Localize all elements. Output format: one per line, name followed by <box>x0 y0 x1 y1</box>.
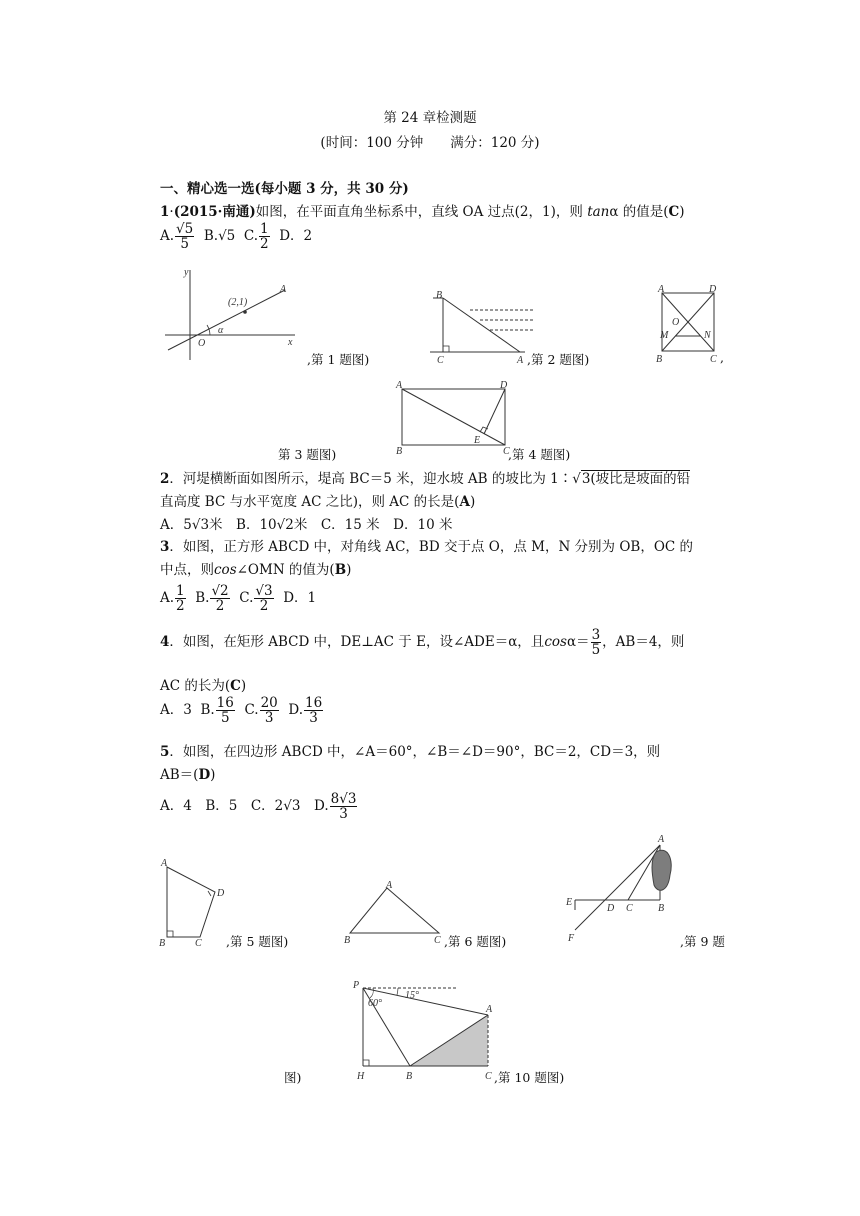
fig6-triangle <box>350 888 439 933</box>
q4-opt-d-den: 3 <box>309 710 318 726</box>
q1-opt-a: A. <box>160 228 175 244</box>
fig4-label-d: D <box>500 380 508 391</box>
q3-opt-a-den: 2 <box>176 598 185 614</box>
fig5-label-b: B <box>159 938 166 949</box>
q4-frac <box>591 628 602 657</box>
fig3-caption-end: 第 3 题图) <box>278 447 337 462</box>
fig5-label-a: A <box>161 858 168 869</box>
q3-opt-c-frac <box>254 584 273 613</box>
q2-sqrt <box>572 471 581 487</box>
q2-answer: A <box>459 494 470 510</box>
fig9-caption: ,第 9 题 <box>680 934 725 949</box>
fig1-label-o: O <box>198 338 206 349</box>
q4-opt-b-den: 5 <box>220 710 230 726</box>
q2-opt-a2: 3米 B．10 <box>200 517 277 533</box>
figure-5 <box>155 855 230 950</box>
q5-opt-c2: 3 D. <box>291 798 329 814</box>
fig6-label-a: A <box>386 880 393 891</box>
q1-source: (2015·南通) <box>173 204 256 220</box>
q5-options <box>160 792 358 821</box>
q4-opt-b-num: 16 <box>216 695 234 711</box>
q3-opt-a-num: 1 <box>176 583 185 599</box>
q4-line1b: α＝ <box>566 634 590 650</box>
fig9-label-f: F <box>568 933 575 944</box>
q4-answer: C <box>230 678 241 694</box>
fig1-line-oa <box>168 290 285 350</box>
fig4-de <box>484 389 505 434</box>
q5-number: 5 <box>160 744 170 760</box>
q1-close: ) <box>679 204 685 220</box>
q1-options <box>160 222 312 251</box>
fig1-label-a: A <box>280 284 287 295</box>
q3-line2b: ∠OMN 的值为( <box>236 562 335 578</box>
fig10-label-p: P <box>353 980 360 991</box>
fig10-label-b: B <box>406 1071 413 1082</box>
q4-frac-num: 3 <box>591 627 601 643</box>
q1-opt-c-num: 1 <box>260 221 269 237</box>
fig3-label-d: D <box>709 284 717 295</box>
fig5-label-c: C <box>195 938 202 949</box>
q4-frac-den: 5 <box>591 642 601 658</box>
q3-opt-a: A. <box>160 590 175 606</box>
fig3-label-m: M <box>660 330 669 341</box>
fig4-label-e: E <box>474 435 481 446</box>
q3-opt-b-num: √2 <box>211 583 229 599</box>
q4-opt-c-den: 3 <box>264 710 274 726</box>
fig4-label-c: C <box>503 446 510 457</box>
q4-opt-c-frac <box>260 696 279 725</box>
q4-number: 4 <box>160 634 170 650</box>
fig3-label-c: C <box>710 354 717 365</box>
q1-opt-a-den: 5 <box>180 236 189 252</box>
fig6-caption: ,第 6 题图) <box>444 934 507 949</box>
figure-3 <box>652 283 727 365</box>
question-4 <box>160 628 684 657</box>
fig1-label-alpha: α <box>218 325 224 336</box>
fig1-label-y: y <box>184 267 189 278</box>
q5-opt-d-num: 8√3 <box>330 791 357 807</box>
q3-line1: ．如图，正方形 ABCD 中，对角线 AC，BD 交于点 O，点 M，N 分别为 OB，OC 的 <box>169 539 694 555</box>
fig2-caption: ,第 2 题图) <box>527 352 590 367</box>
q4-options <box>160 696 324 725</box>
q2-options <box>160 513 452 533</box>
fig1-label-x: x <box>288 337 293 348</box>
q5-line1: ．如图，在四边形 ABCD 中，∠A＝60°，∠B＝∠D＝90°，BC＝2，CD＝3，则 <box>169 744 661 760</box>
q1-answer: C <box>668 204 680 220</box>
q3-opt-b-frac <box>210 584 229 613</box>
q2-close: ) <box>469 494 476 510</box>
fig6-label-b: B <box>344 935 351 946</box>
q2-sqrt-b <box>277 517 286 533</box>
q3-number: 3 <box>160 539 170 555</box>
fig5-right-angle-b <box>167 931 173 937</box>
fig4-label-b: B <box>396 446 403 457</box>
fig9-label-d: D <box>607 903 615 914</box>
q4-line1c: ，AB＝4，则 <box>602 634 685 650</box>
q4-close: ) <box>240 678 247 694</box>
q5-sqrt <box>283 798 292 814</box>
q3-close: ) <box>346 562 352 578</box>
q5-line2-text: AB＝( <box>160 767 199 783</box>
figure-1 <box>160 265 310 365</box>
q1-number: 1 <box>160 204 170 220</box>
q3-opt-d: D．1 <box>283 590 317 606</box>
q3-answer: B <box>334 562 347 578</box>
q4-opt-b-frac <box>216 696 235 725</box>
fig1-caption: ,第 1 题图) <box>307 352 370 367</box>
fig10-label-h: H <box>357 1071 365 1082</box>
figure-9 <box>560 830 685 948</box>
fig9-caption-end: 图) <box>284 1070 302 1085</box>
fig9-line-fa <box>575 845 660 930</box>
figure-6 <box>342 878 452 948</box>
page-title: 第 24 章检测题 <box>383 110 477 126</box>
fig9-label-b: B <box>658 903 665 914</box>
q2-line1: ．河堤横断面如图所示，堤高 BC＝5 米，迎水坡 AB 的坡比为 1∶ <box>169 471 573 487</box>
q3-line2 <box>160 558 351 578</box>
fig5-label-d: D <box>217 888 225 899</box>
fig1-point <box>243 310 247 314</box>
fig10-label-15: 15° <box>405 990 419 1001</box>
q3-opt-c: C. <box>239 590 254 606</box>
q5-opt-abc: A．4 B．5 C．2 <box>160 798 284 814</box>
fig2-label-b: B <box>436 290 443 301</box>
q3-opt-b: B. <box>195 590 210 606</box>
q2-number: 2 <box>160 471 170 487</box>
fig2-label-c: C <box>437 355 444 366</box>
fig2-right-angle <box>443 346 449 352</box>
fig3-caption: , <box>720 350 724 365</box>
q3-opt-c-num: √3 <box>255 583 273 599</box>
fig2-slope <box>443 298 520 352</box>
question-1: 1·(2015·南通)如图，在平面直角坐标系中，直线 OA 过点(2，1)，则 tanα 的值是(C) <box>160 204 685 220</box>
fig4-caption: ,第 4 题图) <box>508 447 571 462</box>
q2-line2-text: 直高度 BC 与水平宽度 AC 之比)，则 AC 的长是( <box>160 494 460 510</box>
q1-text-b: α 的值是( <box>609 204 669 220</box>
fig1-label-point: (2,1) <box>228 297 248 308</box>
fig9-tree <box>652 850 671 890</box>
q1-text: 如图，在平面直角坐标系中，直线 OA 过点(2，1)，则 <box>255 204 583 220</box>
fig3-label-b: B <box>656 354 663 365</box>
question-2 <box>160 467 690 487</box>
q3-line2a: 中点，则 <box>160 562 214 578</box>
q4-line2 <box>160 674 246 694</box>
figure-4 <box>392 377 512 457</box>
q1-opt-c: C. <box>243 228 258 244</box>
fig5-right-angle-d <box>208 891 211 896</box>
q3-opt-a-frac <box>175 584 186 613</box>
q1-tan: tan <box>587 204 610 220</box>
q4-opt-b: B. <box>200 702 215 718</box>
fig10-label-60: 60° <box>368 998 382 1009</box>
fig10-caption: ,第 10 题图) <box>494 1070 565 1085</box>
fig10-arc-15 <box>397 988 398 995</box>
figure-2 <box>425 290 535 365</box>
fig4-label-a: A <box>396 380 403 391</box>
q1-opt-b: B. <box>203 228 219 244</box>
q2-opt-b2: 2米 C．15 米 D．10 米 <box>285 517 453 533</box>
fig3-label-o: O <box>672 317 680 328</box>
fig9-label-a: A <box>658 834 665 845</box>
fig10-label-c: C <box>485 1071 492 1082</box>
fig3-label-n: N <box>704 330 711 341</box>
q4-line1a: ．如图，在矩形 ABCD 中，DE⊥AC 于 E，设∠ADE＝α，且 <box>169 634 545 650</box>
q3-opt-c-den: 2 <box>259 598 269 614</box>
fig9-label-c: C <box>626 903 633 914</box>
q1-opt-c-den: 2 <box>260 236 269 252</box>
q5-close: ) <box>210 767 216 783</box>
q1-opt-d: D．2 <box>279 228 313 244</box>
q4-opt-a: A．3 <box>160 702 192 718</box>
fig10-right-angle <box>363 1060 369 1066</box>
q4-opt-d-frac <box>304 696 323 725</box>
fig3-label-a: A <box>658 284 665 295</box>
fig5-quad <box>167 867 215 937</box>
fig6-label-c: C <box>434 935 441 946</box>
question-5 <box>160 740 660 760</box>
q3-opt-b-den: 2 <box>215 598 225 614</box>
q1-opt-a-num: √5 <box>176 221 194 237</box>
q4-cos: cos <box>544 634 567 650</box>
q4-opt-d: D. <box>288 702 303 718</box>
q4-opt-d-num: 16 <box>305 695 323 711</box>
q3-cos: cos <box>214 562 237 578</box>
q5-line2 <box>160 763 215 783</box>
q1-opt-c-frac <box>259 222 270 251</box>
q2-line2 <box>160 490 475 510</box>
fig9-label-e: E <box>566 897 573 908</box>
q4-opt-c: C. <box>244 702 259 718</box>
q1-opt-b-val: √5 <box>218 228 236 244</box>
figure-10 <box>348 978 498 1083</box>
question-3 <box>160 535 693 555</box>
q3-options <box>160 584 316 613</box>
section-heading: 一、精心选一选(每小题 3 分，共 30 分) <box>160 181 409 197</box>
q5-opt-d-den: 3 <box>339 806 348 822</box>
exam-info: (时间：100 分钟 满分：120 分) <box>320 135 540 151</box>
q5-answer: D <box>198 767 211 783</box>
q4-line2-text: AC 的长为( <box>160 678 231 694</box>
fig5-caption: ,第 5 题图) <box>226 934 289 949</box>
fig2-label-a: A <box>517 355 524 366</box>
q5-opt-d-frac <box>330 792 358 821</box>
q2-line1b: 3(坡比是坡面的铅 <box>581 471 691 487</box>
fig4-diag-ac <box>402 389 505 445</box>
q1-opt-a-frac <box>175 222 194 251</box>
q2-opt-a: A．5 <box>160 517 192 533</box>
fig10-label-a: A <box>486 1004 493 1015</box>
q4-opt-c-num: 20 <box>260 695 278 711</box>
